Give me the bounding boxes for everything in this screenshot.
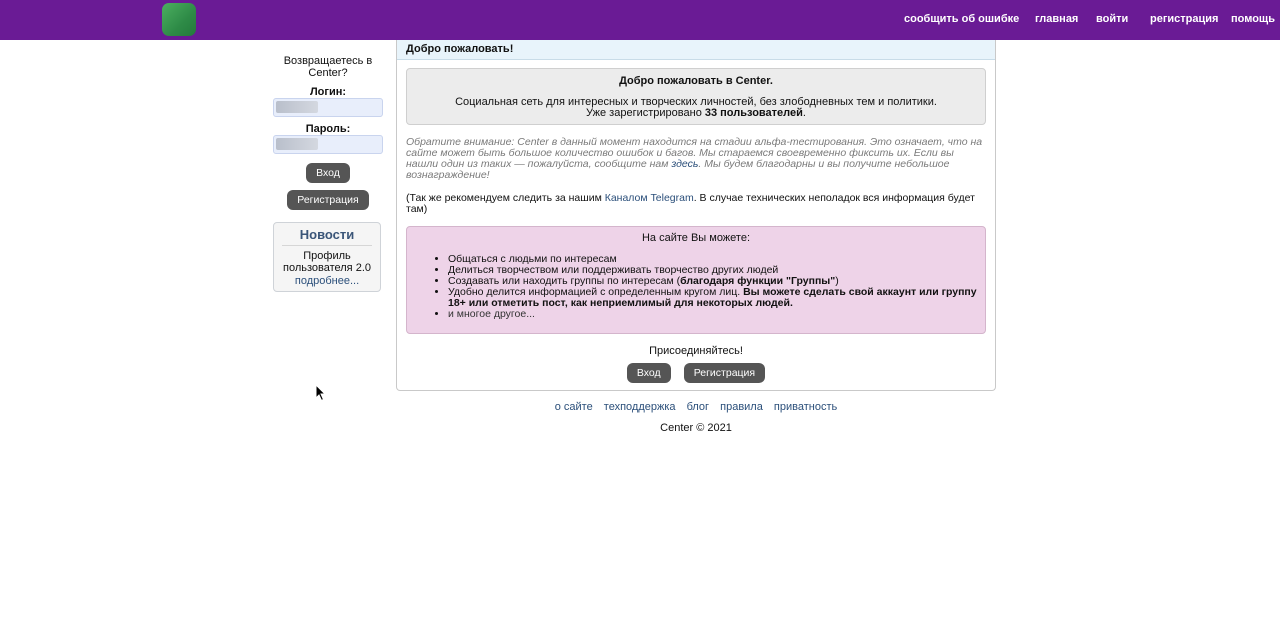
registered-prefix: Уже зарегистрировано [586, 107, 705, 119]
mouse-cursor-icon [315, 384, 327, 402]
features-title: На сайте Вы можете: [641, 232, 751, 244]
feature-3-suffix: ) [835, 275, 839, 287]
site-logo[interactable] [162, 3, 196, 36]
copyright: Center © 2021 [660, 422, 732, 434]
more-features-link[interactable]: и многое другое... [448, 308, 535, 320]
nav-home[interactable]: главная [1035, 13, 1079, 25]
panel-header: Добро пожаловать! [397, 40, 995, 60]
report-here-link[interactable]: здесь [671, 158, 699, 170]
registered-suffix: . [802, 107, 806, 119]
footer-link-rules[interactable]: правила [720, 401, 763, 413]
feature-3-bold: благодаря функции "Группы" [680, 275, 836, 287]
footer-link-blog[interactable]: блог [686, 401, 710, 413]
footer-link-support[interactable]: техподдержка [603, 401, 676, 413]
password-autofill-blur [276, 138, 318, 150]
news-text: Профиль пользователя 2.0 [282, 250, 371, 274]
sidebar [273, 55, 383, 292]
login-label: Логин: [309, 86, 347, 98]
sidebar-login-button[interactable]: Вход [306, 163, 350, 183]
login-autofill-blur [276, 101, 318, 113]
sidebar-register-button[interactable]: Регистрация [287, 190, 368, 210]
top-navbar [0, 0, 1280, 40]
footer-link-about[interactable]: о сайте [554, 401, 593, 413]
list-item: • Делиться творчеством или поддерживать творчество других людей [448, 265, 985, 276]
list-item: • Общаться с людьми по интересам [448, 254, 985, 265]
join-section [397, 345, 995, 383]
tg-suffix: . В случае технических неполадок вся информация будет там) [406, 192, 975, 215]
welcome-description [407, 97, 985, 119]
registered-count: 33 пользователей [704, 107, 803, 119]
features-box [406, 226, 986, 334]
password-label: Пароль: [305, 123, 351, 135]
news-title: Новости [282, 227, 372, 246]
feature-4-bold: Вы можете сделать свой аккаунт или группу 18+ или отметить пост, как неприемлимый для некоторых людей. [448, 286, 977, 309]
nav-report-bug[interactable]: сообщить об ошибке [904, 13, 1020, 25]
main-login-button[interactable]: Вход [627, 363, 671, 383]
news-more-link[interactable]: подробнее... [294, 275, 360, 287]
nav-register[interactable]: регистрация [1150, 13, 1219, 25]
main-panel [396, 40, 996, 391]
nav-login[interactable]: войти [1096, 13, 1129, 25]
nav-help[interactable]: помощь [1231, 13, 1275, 25]
list-item [448, 287, 985, 309]
welcome-title: Добро пожаловать в Center. [619, 75, 773, 87]
note-text: Обратите внимание: Center в данный момент находится на стадии альфа-тестирования. Это означает, что на сайте может быть большое количество ошибок и багов. Мы стараемся своевременно фиксить их. Если вы нашли один из таких — пожалуйста, сообщите нам [406, 136, 983, 170]
alpha-note [406, 137, 986, 181]
feature-4-prefix: Удобно делится информацией с определенным кругом лиц. [448, 286, 744, 298]
tg-prefix: (Так же рекомендуем следить за нашим [406, 192, 605, 204]
list-item [448, 309, 985, 320]
telegram-note [406, 193, 986, 215]
news-box [273, 222, 381, 292]
telegram-link[interactable]: Каналом Telegram [604, 192, 694, 204]
footer-links [396, 401, 996, 413]
main-register-button[interactable]: Регистрация [684, 363, 765, 383]
note-tail: . Мы будем благодарны и вы получите небольшое вознаграждение! [406, 158, 950, 181]
footer-link-privacy[interactable]: приватность [773, 401, 838, 413]
features-list [407, 254, 985, 320]
returning-text: Возвращаетесь в Center? [283, 55, 373, 79]
join-text: Присоединяйтесь! [649, 345, 743, 357]
welcome-box [406, 68, 986, 125]
feature-3-prefix: Создавать или находить группы по интересам ( [448, 275, 681, 287]
welcome-desc-text: Социальная сеть для интересных и творческих личностей, без злободневных тем и политики. [455, 96, 937, 108]
